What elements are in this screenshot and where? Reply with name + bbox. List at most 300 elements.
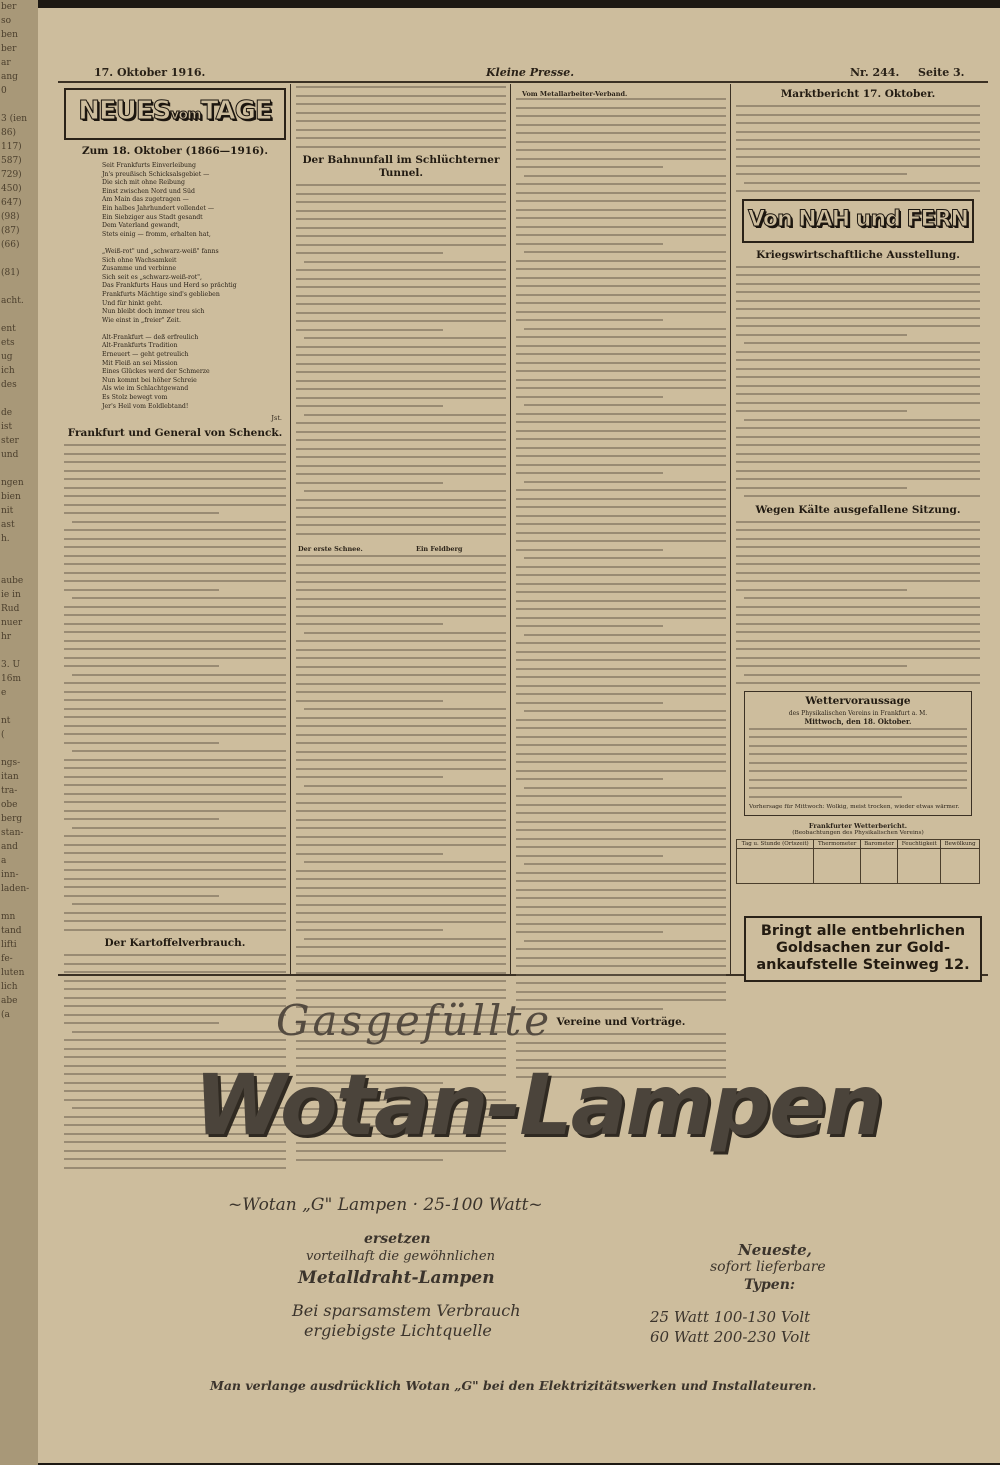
strip-text: ug xyxy=(1,352,13,362)
ad-text: ersetzen xyxy=(364,1231,431,1247)
text-line xyxy=(296,666,506,668)
text-line xyxy=(516,583,726,585)
text-line xyxy=(296,912,506,914)
strip-text: itan xyxy=(1,772,19,782)
text-line xyxy=(64,623,286,625)
text-line xyxy=(64,742,219,744)
text-line xyxy=(64,512,219,514)
text-line xyxy=(64,733,286,735)
column-4 xyxy=(736,86,980,916)
text-line xyxy=(516,472,663,474)
text-line xyxy=(296,235,506,237)
poem-line: Nun kommt bei höher Schreie xyxy=(102,376,197,384)
strip-text: ber xyxy=(1,44,17,54)
poem-line: Die sich mit ohne Reibung xyxy=(102,179,185,187)
text-line xyxy=(296,227,506,229)
text-line xyxy=(296,516,506,518)
article-body xyxy=(736,521,980,685)
text-line xyxy=(296,887,506,889)
text-line xyxy=(296,252,443,254)
poem-line: Seit Frankfurts Einverleibung xyxy=(102,162,196,169)
strip-text: 729) xyxy=(1,170,22,180)
text-line xyxy=(516,209,726,211)
text-line xyxy=(516,396,663,398)
text-line xyxy=(296,972,506,974)
text-line xyxy=(296,303,506,305)
strip-text: de xyxy=(1,408,13,418)
poem-line: Zusamme und verbinne xyxy=(102,265,177,273)
strip-text xyxy=(0,1022,38,1036)
text-line xyxy=(64,852,286,854)
text-line xyxy=(296,963,506,965)
text-line xyxy=(736,376,980,378)
text-line xyxy=(736,122,980,124)
poem-line: Es Stolz bewegt vom xyxy=(102,394,168,402)
strip-text: Rud xyxy=(1,604,20,614)
text-line xyxy=(64,657,286,659)
strip-text: ets xyxy=(1,338,15,348)
text-line xyxy=(516,447,726,449)
text-line xyxy=(516,438,726,440)
text-line xyxy=(64,767,286,769)
text-line xyxy=(296,853,443,855)
text-line xyxy=(516,608,726,610)
text-line xyxy=(64,495,286,497)
strip-text: mn xyxy=(1,912,16,922)
weather-table xyxy=(736,839,980,884)
poem-line: Nun bleibt doch immer treu sich xyxy=(102,308,205,316)
text-line xyxy=(296,776,443,778)
strip-text: 3 (ien xyxy=(1,114,28,124)
poem-line xyxy=(102,325,286,334)
text-line xyxy=(296,802,506,804)
text-line xyxy=(516,846,726,848)
text-line xyxy=(72,674,286,676)
strip-text: 86) xyxy=(1,128,16,138)
text-line xyxy=(296,129,506,131)
text-line xyxy=(736,325,980,327)
table-header: Tag u. Stunde (Ortszeit) xyxy=(737,839,814,848)
table-header: Feuchtigkeit xyxy=(898,839,941,848)
ad-brand: Wotan-Lampen xyxy=(194,1056,882,1154)
text-line xyxy=(736,648,980,650)
strip-text: acht. xyxy=(1,296,24,306)
text-line xyxy=(516,591,726,593)
text-line xyxy=(64,801,286,803)
text-line xyxy=(516,141,726,143)
text-line xyxy=(296,810,506,812)
text-line xyxy=(749,728,967,730)
text-line xyxy=(736,266,980,268)
strip-text: ngs- xyxy=(1,758,21,768)
poem-line: Ein Siebziger aus Stadt gesandt xyxy=(102,213,203,221)
text-line xyxy=(736,461,980,463)
text-line xyxy=(516,821,726,823)
text-line xyxy=(516,795,726,797)
text-line xyxy=(64,776,286,778)
text-line xyxy=(516,540,726,542)
text-line xyxy=(516,719,726,721)
text-line xyxy=(64,461,286,463)
strip-text: so xyxy=(1,16,12,26)
text-line xyxy=(296,691,506,693)
text-line xyxy=(296,878,506,880)
text-line xyxy=(64,555,286,557)
text-line xyxy=(296,507,506,509)
text-line xyxy=(524,787,726,789)
text-line xyxy=(736,546,980,548)
text-line xyxy=(296,895,506,897)
gold-ad-line: Bringt alle entbehrlichen xyxy=(760,923,966,939)
poem-line: Alt-Frankfurts Tradition xyxy=(102,342,178,350)
text-line xyxy=(736,156,980,158)
text-line xyxy=(64,861,286,863)
strip-text: laden- xyxy=(1,884,30,894)
poem-line: Wie einst in „freier" Zeit. xyxy=(102,316,181,324)
text-line xyxy=(736,682,980,684)
text-line xyxy=(64,444,286,446)
ad-headline: Gasgefüllte xyxy=(276,996,553,1045)
text-line xyxy=(516,200,726,202)
text-line xyxy=(64,725,286,727)
text-line xyxy=(736,173,907,175)
text-line xyxy=(516,234,726,236)
text-line xyxy=(296,473,506,475)
text-line xyxy=(524,328,726,330)
poem-line: Jn's preußisch Schicksalsgebiet — xyxy=(102,170,210,178)
strip-text: fe- xyxy=(1,954,13,964)
text-line xyxy=(516,974,726,976)
strip-text: ngen xyxy=(1,478,24,488)
poem-line: Das Frankfurts Haus und Herd so prächtig xyxy=(102,282,237,290)
section-item: Vom Metallarbeiter-Verband. xyxy=(522,90,628,98)
strip-text: ang xyxy=(1,72,18,82)
poem-line: Alt-Frankfurt — deß erfreulich xyxy=(102,333,199,341)
text-line xyxy=(296,929,443,931)
text-line xyxy=(296,725,506,727)
text-line xyxy=(736,623,980,625)
text-line xyxy=(516,149,726,151)
text-line xyxy=(516,166,663,168)
text-line xyxy=(304,938,506,940)
text-line xyxy=(64,929,286,931)
poem-line: Dem Vaterland gewandt, xyxy=(102,222,180,230)
text-line xyxy=(304,261,506,263)
text-line xyxy=(744,182,980,184)
text-line xyxy=(516,353,726,355)
column-divider xyxy=(730,84,731,974)
text-line xyxy=(64,640,286,642)
text-line xyxy=(516,523,726,525)
text-line xyxy=(736,359,980,361)
ad-text: ergiebigste Lichtquelle xyxy=(304,1321,492,1340)
text-line xyxy=(736,334,907,336)
text-line xyxy=(516,158,726,160)
text-line xyxy=(516,574,726,576)
text-line xyxy=(304,632,506,634)
text-line xyxy=(64,954,286,956)
ad-subline: ~Wotan „G" Lampen · 25-100 Watt~ xyxy=(228,1195,543,1215)
text-line xyxy=(296,448,506,450)
poem-line xyxy=(102,239,286,248)
text-line xyxy=(296,405,443,407)
text-line xyxy=(524,481,726,483)
text-line xyxy=(296,482,443,484)
text-line xyxy=(64,572,286,574)
text-line xyxy=(736,148,980,150)
text-line xyxy=(296,717,506,719)
text-line xyxy=(64,895,219,897)
text-line xyxy=(516,336,726,338)
article-body xyxy=(296,86,506,148)
strip-text: ar xyxy=(1,58,11,68)
text-line xyxy=(516,387,726,389)
text-line xyxy=(296,946,506,948)
text-line xyxy=(744,674,980,676)
text-line xyxy=(64,606,286,608)
text-line xyxy=(516,855,663,857)
text-line xyxy=(64,529,286,531)
text-line xyxy=(516,421,726,423)
gold-ad-line: ankaufstelle Steinweg 12. xyxy=(756,957,970,973)
strip-text: 0 xyxy=(1,86,7,96)
text-line xyxy=(516,957,726,959)
text-line xyxy=(516,498,726,500)
strip-text: 450) xyxy=(1,184,22,194)
text-line xyxy=(296,751,506,753)
text-line xyxy=(516,838,726,840)
ad-text: Bei sparsamstem Verbrauch xyxy=(292,1301,521,1320)
text-line xyxy=(736,589,907,591)
poem-body xyxy=(64,162,286,411)
text-line xyxy=(296,269,506,271)
text-line xyxy=(296,674,506,676)
strip-text: lifti xyxy=(1,940,17,950)
text-line xyxy=(64,708,286,710)
ad-text: Typen: xyxy=(744,1277,796,1293)
text-line xyxy=(516,532,726,534)
von-nah-und-fern-label: Von NAH und FERN xyxy=(748,206,968,232)
text-line xyxy=(72,827,286,829)
weather-body xyxy=(749,728,967,798)
text-line xyxy=(296,371,506,373)
ad-footer: Man verlange ausdrücklich Wotan „G" bei den Elektrizitätswerken und Installateuren. xyxy=(210,1378,817,1393)
text-line xyxy=(516,115,726,117)
text-line xyxy=(64,835,286,837)
strip-text: bien xyxy=(1,492,21,502)
ad-text: vorteilhaft die gewöhnlichen xyxy=(306,1249,495,1264)
strip-text: stan- xyxy=(1,828,24,838)
text-line xyxy=(516,770,726,772)
text-line xyxy=(516,965,726,967)
strip-text: ben xyxy=(1,30,18,40)
strip-text: nuer xyxy=(1,618,23,628)
text-line xyxy=(296,146,506,148)
text-line xyxy=(296,759,506,761)
strip-text: obe xyxy=(1,800,18,810)
masthead-word-2: vom xyxy=(170,107,201,123)
text-line xyxy=(516,659,726,661)
text-line xyxy=(516,132,726,134)
text-line xyxy=(744,342,980,344)
newspaper-page xyxy=(38,8,1000,1463)
text-line xyxy=(516,243,663,245)
text-line xyxy=(516,515,726,517)
text-line xyxy=(516,302,726,304)
header-page: Seite 3. xyxy=(918,66,965,79)
adjacent-page-strip xyxy=(0,0,38,1465)
text-line xyxy=(296,312,506,314)
header-issue: Nr. 244. xyxy=(850,66,900,79)
text-line xyxy=(736,274,980,276)
strip-text: und xyxy=(1,450,19,460)
text-line xyxy=(736,470,980,472)
text-line xyxy=(64,614,286,616)
text-line xyxy=(516,923,726,925)
header-date: 17. Oktober 1916. xyxy=(94,66,206,79)
poem-line: Frankfurts Mächtige sind's geblieben xyxy=(102,290,220,298)
text-line xyxy=(64,844,286,846)
text-line xyxy=(516,880,726,882)
text-line xyxy=(296,431,506,433)
text-line xyxy=(64,538,286,540)
strip-text: aube xyxy=(1,576,24,586)
text-line xyxy=(516,736,726,738)
poem-line: Und für hinkt geht. xyxy=(102,299,163,307)
text-line xyxy=(524,710,726,712)
strip-text xyxy=(0,308,38,322)
text-line xyxy=(736,665,907,667)
poem-line: Als wie im Schlachtgewand xyxy=(102,385,189,393)
strip-text: 647) xyxy=(1,198,22,208)
text-line xyxy=(516,693,726,695)
strip-text: ast xyxy=(1,520,15,530)
text-line xyxy=(516,379,726,381)
text-line xyxy=(64,453,286,455)
article-body xyxy=(296,184,506,535)
poem-line: Sich ohne Wachsamkeit xyxy=(102,256,177,264)
text-line xyxy=(304,785,506,787)
text-line xyxy=(64,631,286,633)
text-line xyxy=(296,456,506,458)
strip-text xyxy=(0,546,38,560)
text-line xyxy=(749,796,902,798)
strip-text: nt xyxy=(1,716,11,726)
text-line xyxy=(736,529,980,531)
masthead-word-1: NEUES xyxy=(78,96,171,126)
section-title: Vereine und Vorträge. xyxy=(556,1016,686,1028)
text-line xyxy=(296,465,506,467)
text-line xyxy=(736,291,980,293)
strip-text: ( xyxy=(1,730,5,740)
poem-signature: Jst. xyxy=(271,414,282,423)
text-line xyxy=(524,940,726,942)
text-line xyxy=(296,244,506,246)
text-line xyxy=(296,615,506,617)
text-line xyxy=(64,580,286,582)
text-line xyxy=(516,651,726,653)
text-line xyxy=(296,904,506,906)
text-line xyxy=(516,600,726,602)
text-line xyxy=(516,872,726,874)
text-line xyxy=(296,683,506,685)
text-line xyxy=(296,640,506,642)
text-line xyxy=(516,430,726,432)
text-line xyxy=(736,410,907,412)
text-line xyxy=(64,716,286,718)
text-line xyxy=(749,745,967,747)
poem-line: Jer's Heil vom Eoldlebtand! xyxy=(102,402,189,410)
text-line xyxy=(64,563,286,565)
text-line xyxy=(296,388,506,390)
text-line xyxy=(296,137,506,139)
text-line xyxy=(516,778,663,780)
ad-text: 25 Watt 100-130 Volt xyxy=(650,1308,811,1326)
text-line xyxy=(64,912,286,914)
text-line xyxy=(516,906,726,908)
section-item: Der erste Schnee. xyxy=(298,545,363,553)
text-line xyxy=(749,770,967,772)
text-line xyxy=(736,393,980,395)
text-line xyxy=(296,555,506,557)
text-line xyxy=(516,506,726,508)
text-line xyxy=(296,218,506,220)
strip-text xyxy=(0,742,38,756)
text-line xyxy=(516,753,726,755)
text-line xyxy=(296,120,506,122)
strip-text xyxy=(0,280,38,294)
article-title: Der Kartoffelverbrauch. xyxy=(104,937,246,950)
ad-text: Metalldraht-Lampen xyxy=(298,1268,495,1288)
weather-title: Wettervoraussage xyxy=(805,694,911,707)
strip-text: 587) xyxy=(1,156,22,166)
text-line xyxy=(516,676,726,678)
text-line xyxy=(516,642,726,644)
strip-text: (81) xyxy=(1,268,20,278)
strip-text: (87) xyxy=(1,226,20,236)
text-line xyxy=(516,226,726,228)
masthead-word-3: TAGE xyxy=(200,96,272,126)
strip-text: ber xyxy=(1,2,17,12)
table-header: Bewölkung xyxy=(941,839,980,848)
text-line xyxy=(64,793,286,795)
text-line xyxy=(296,278,506,280)
text-line xyxy=(736,139,980,141)
text-line xyxy=(296,836,506,838)
text-line xyxy=(516,668,726,670)
text-line xyxy=(296,363,506,365)
text-line xyxy=(64,869,286,871)
weather-table-caption: (Beobachtungen des Physikalischen Vereins) xyxy=(792,829,924,836)
strip-text xyxy=(0,98,38,112)
article-title: Wegen Kälte ausgefallene Sitzung. xyxy=(755,503,961,516)
text-line xyxy=(64,478,286,480)
text-line xyxy=(516,889,726,891)
text-line xyxy=(296,589,506,591)
text-line xyxy=(516,183,726,185)
poem-line: Mit Fleiß an sei Mission xyxy=(102,359,178,367)
neues-vom-tage-masthead xyxy=(64,88,286,140)
column-divider xyxy=(290,84,291,974)
text-line xyxy=(64,682,286,684)
text-line xyxy=(296,870,506,872)
text-line xyxy=(296,103,506,105)
article-title: Der Bahnunfall im Schlüchterner Tunnel. xyxy=(302,154,500,179)
text-line xyxy=(736,614,980,616)
header-rule xyxy=(58,81,988,83)
text-line xyxy=(516,829,726,831)
text-line xyxy=(304,337,506,339)
